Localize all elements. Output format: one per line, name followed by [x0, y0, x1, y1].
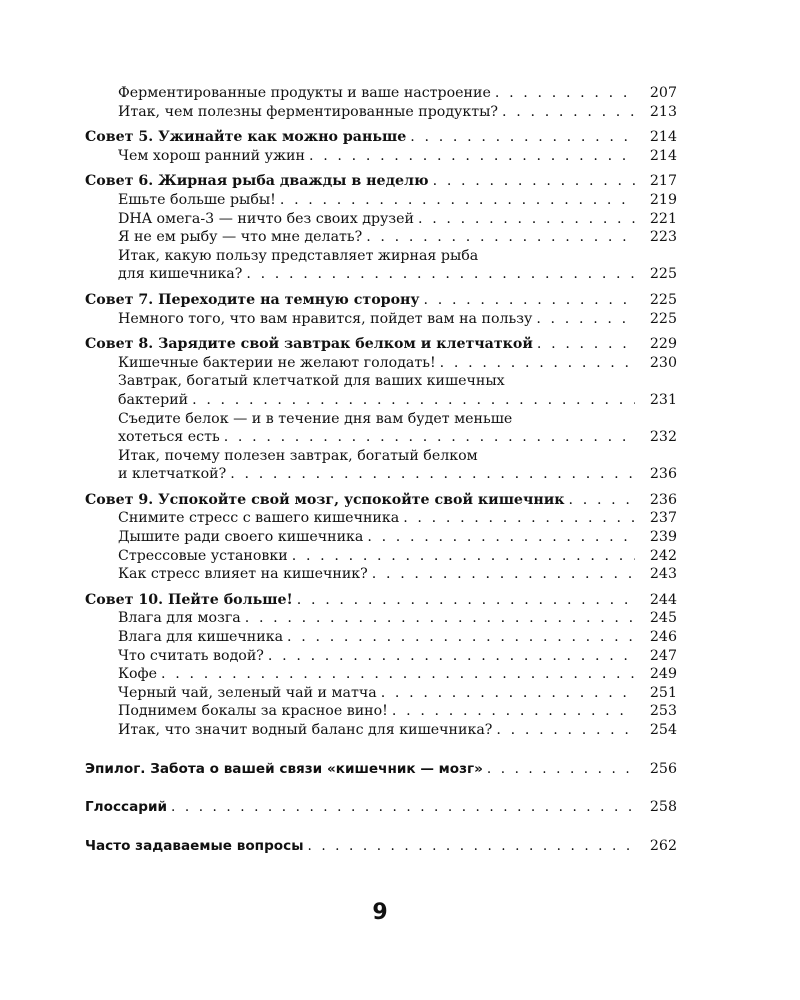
dot-leader [363, 528, 635, 547]
toc-title: Совет 8. Зарядите свой завтрак белком и клетчаткой [85, 336, 533, 353]
toc-page-number: 225 [649, 310, 677, 327]
toc-entry[interactable] [85, 191, 677, 210]
toc-page-number: 244 [649, 591, 677, 608]
toc-title: Часто задаваемые вопросы [85, 837, 304, 854]
toc-title: DHA омега-3 — ничто без своих друзей [118, 210, 414, 227]
toc-page-number: 223 [649, 229, 677, 246]
toc-entry[interactable] [85, 465, 677, 484]
toc-entry[interactable] [85, 528, 677, 547]
toc-title: Снимите стресс с вашего кишечника [118, 510, 400, 527]
toc-page-number: 246 [649, 629, 677, 646]
toc-entry[interactable] [85, 228, 677, 247]
toc-title: Совет 6. Жирная рыба дважды в неделю [85, 173, 429, 190]
toc-page-number: 249 [649, 666, 677, 683]
toc-entry[interactable] [85, 665, 677, 684]
dot-leader [377, 684, 635, 703]
dot-leader [276, 191, 635, 210]
toc-page-number: 256 [649, 760, 677, 777]
toc-entry[interactable] [85, 210, 677, 229]
dot-leader [420, 291, 635, 310]
toc-entry[interactable] [85, 565, 677, 584]
toc-title: Влага для мозга [118, 610, 241, 627]
toc-page-number: 262 [649, 837, 677, 854]
toc-chapter[interactable] [85, 128, 677, 147]
dot-leader [483, 760, 635, 779]
toc-chapter[interactable] [85, 172, 677, 191]
toc-title: Совет 7. Переходите на темную сторону [85, 291, 420, 308]
toc-entry[interactable] [85, 310, 677, 329]
toc-entry[interactable] [85, 391, 677, 410]
toc-page-number: 236 [649, 491, 677, 508]
dot-leader [283, 628, 635, 647]
dot-leader [565, 491, 635, 510]
toc-page-number: 236 [649, 466, 677, 483]
dot-leader [304, 837, 636, 856]
toc-title: Глоссарий [85, 799, 168, 816]
toc-page-number: 231 [649, 391, 677, 408]
toc-entry[interactable] [85, 103, 677, 122]
dot-leader [226, 465, 635, 484]
toc-title: Как стресс влияет на кишечник? [118, 566, 368, 583]
toc-page-number: 229 [649, 336, 677, 353]
toc-section[interactable] [85, 798, 677, 817]
toc-title: Стрессовые установки [118, 547, 288, 564]
toc-page-number: 214 [649, 129, 677, 146]
toc-entry[interactable] [85, 702, 677, 721]
toc-section[interactable] [85, 760, 677, 779]
toc-entry[interactable] [85, 609, 677, 628]
toc-entry[interactable] [85, 628, 677, 647]
dot-leader [498, 103, 635, 122]
toc-entry-line1: Итак, почему полезен завтрак, богатый белком [118, 447, 478, 464]
dot-leader [220, 428, 635, 447]
toc-title: Кофе [118, 666, 158, 683]
toc-chapter[interactable] [85, 491, 677, 510]
toc-page-number: 219 [649, 191, 677, 208]
dot-leader [242, 265, 635, 284]
toc-title: Ешьте больше рыбы! [118, 191, 276, 208]
dot-leader [264, 647, 635, 666]
toc-entry[interactable] [85, 547, 677, 566]
dot-leader [167, 798, 635, 817]
toc-entry[interactable] [85, 84, 677, 103]
dot-leader [288, 547, 635, 566]
dot-leader [241, 609, 635, 628]
toc-title: Дышите ради своего кишечника [118, 529, 364, 546]
table-of-contents [85, 84, 677, 855]
toc-entry-line1: Итак, какую пользу представляет жирная рыба [118, 247, 479, 264]
dot-leader [436, 354, 635, 373]
toc-page-number: 237 [649, 510, 677, 527]
dot-leader [305, 147, 635, 166]
toc-page-number: 258 [649, 799, 677, 816]
toc-title: Итак, чем полезны ферментированные продукты? [118, 103, 499, 120]
toc-page-number: 207 [649, 85, 677, 101]
dot-leader [491, 84, 635, 103]
toc-title: Ферментированные продукты и ваше настроение [118, 85, 491, 101]
toc-entry[interactable] [85, 647, 677, 666]
toc-title: хотеться есть [118, 429, 220, 446]
toc-title: Чем хорош ранний ужин [118, 147, 305, 164]
dot-leader [406, 128, 635, 147]
toc-title: Влага для кишечника [118, 629, 284, 646]
dot-leader [293, 591, 635, 610]
toc-title: Черный чай, зеленый чай и матча [118, 684, 377, 701]
toc-chapter[interactable] [85, 291, 677, 310]
toc-title: Итак, что значит водный баланс для кишечника? [118, 722, 493, 738]
toc-title: бактерий [118, 391, 189, 408]
toc-page-number: 225 [649, 291, 677, 308]
toc-entry[interactable] [85, 265, 677, 284]
toc-page-number: 239 [649, 529, 677, 546]
toc-entry[interactable] [85, 354, 677, 373]
dot-leader [157, 665, 635, 684]
dot-leader [362, 228, 635, 247]
toc-title: Совет 5. Ужинайте как можно раньше [85, 129, 407, 146]
toc-entry-line1: Завтрак, богатый клетчаткой для ваших кишечных [118, 373, 505, 390]
toc-title: Совет 9. Успокойте свой мозг, успокойте свой кишечник [85, 491, 565, 508]
toc-chapter[interactable] [85, 335, 677, 354]
toc-entry[interactable] [85, 509, 677, 528]
toc-page-number: 253 [649, 703, 677, 720]
dot-leader [188, 391, 635, 410]
toc-title: и клетчаткой? [118, 466, 227, 483]
dot-leader [532, 310, 635, 329]
toc-page-number: 213 [649, 103, 677, 120]
dot-leader [399, 509, 635, 528]
toc-entry[interactable] [85, 428, 677, 447]
dot-leader [533, 335, 635, 354]
toc-title: Поднимем бокалы за красное вино! [118, 703, 388, 720]
toc-section[interactable] [85, 837, 677, 856]
toc-entry[interactable] [85, 684, 677, 703]
toc-title: для кишечника? [118, 266, 243, 283]
toc-page-number: 214 [649, 147, 677, 164]
toc-entry[interactable] [85, 147, 677, 166]
toc-entry-line1: Съедите белок — и в течение дня вам будет меньше [118, 410, 513, 427]
toc-page-number: 230 [649, 354, 677, 371]
toc-page-number: 245 [649, 610, 677, 627]
dot-leader [368, 565, 635, 584]
dot-leader [388, 702, 635, 721]
toc-entry[interactable] [85, 721, 677, 740]
dot-leader [429, 172, 635, 191]
toc-title: Совет 10. Пейте больше! [85, 591, 293, 608]
toc-chapter[interactable] [85, 591, 677, 610]
toc-page-number: 232 [649, 429, 677, 446]
toc-title: Что считать водой? [118, 647, 264, 664]
page-number: 9 [372, 900, 388, 925]
toc-title: Кишечные бактерии не желают голодать! [118, 354, 436, 371]
toc-page-number: 217 [649, 173, 677, 190]
dot-leader [492, 721, 635, 740]
toc-title: Эпилог. Забота о вашей связи «кишечник — мозг» [85, 760, 483, 777]
toc-page-number: 254 [649, 722, 677, 738]
toc-page-number: 242 [649, 547, 677, 564]
toc-page-number: 251 [649, 684, 677, 701]
toc-title: Я не ем рыбу — что мне делать? [118, 229, 363, 246]
dot-leader [414, 210, 635, 229]
toc-title: Немного того, что вам нравится, пойдет вам на пользу [118, 310, 533, 327]
toc-page-number: 225 [649, 266, 677, 283]
toc-page-number: 221 [649, 210, 677, 227]
toc-page-number: 247 [649, 647, 677, 664]
toc-page-number: 243 [649, 566, 677, 583]
